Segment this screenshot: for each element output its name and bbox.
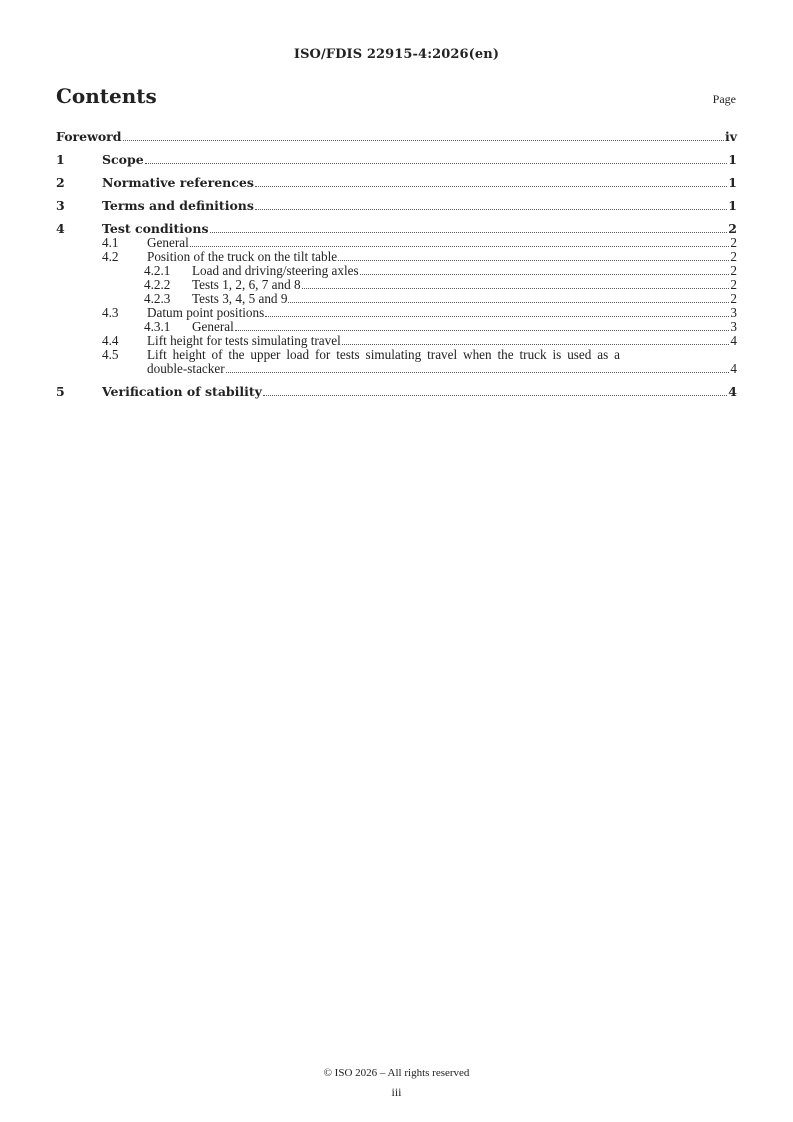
toc-entry-page: 4 <box>728 384 737 399</box>
toc-leader-dots <box>190 246 730 247</box>
toc-leader-dots <box>210 232 728 233</box>
toc-entry-title: Test conditions <box>102 221 209 236</box>
toc-entry-title: Tests 1, 2, 6, 7 and 8 <box>192 277 301 292</box>
toc-entry-title-continued: double-stacker <box>147 361 225 376</box>
toc-entry-scope[interactable] <box>56 153 737 167</box>
toc-entry-title: Normative references <box>102 175 254 190</box>
page-number: iii <box>391 1085 402 1099</box>
toc-entry-4-1[interactable] <box>56 236 737 250</box>
toc-entry-title: General <box>192 319 234 334</box>
toc-entry-page: 2 <box>730 235 737 250</box>
toc-leader-dots <box>123 140 724 141</box>
toc-leader-dots <box>338 260 729 261</box>
toc-leader-dots <box>263 395 727 396</box>
toc-leader-dots <box>360 274 730 275</box>
toc-leader-dots <box>255 209 727 210</box>
toc-leader-dots <box>235 330 730 331</box>
toc-entry-title: Lift height for tests simulating travel <box>147 333 341 348</box>
toc-entry-title: Datum point positions <box>147 305 265 320</box>
toc-entry-page: 4 <box>730 361 737 376</box>
toc-entry-4-5[interactable] <box>56 348 737 376</box>
toc-entry-number: 4.4 <box>102 333 119 348</box>
toc-entry-number: 4.3.1 <box>144 319 171 334</box>
toc-entry-number: 4.2 <box>102 249 119 264</box>
toc-entry-verification-of-stability[interactable] <box>56 385 737 399</box>
toc-entry-page: 1 <box>728 175 737 190</box>
toc-leader-dots <box>255 186 727 187</box>
toc-leader-dots <box>302 288 730 289</box>
toc-entry-title: Position of the truck on the tilt table <box>147 249 338 264</box>
toc-entry-4-3-1[interactable] <box>56 320 737 334</box>
toc-entry-title: Tests 3, 4, 5 and 9 <box>192 291 288 306</box>
toc-entry-number: 4 <box>56 221 65 236</box>
toc-entry-page: iv <box>724 129 737 144</box>
toc-entry-4-4[interactable] <box>56 334 737 348</box>
toc-entry-number: 4.2.1 <box>144 263 171 278</box>
toc-entry-test-conditions[interactable] <box>56 222 737 236</box>
toc-entry-normative-references[interactable] <box>56 176 737 190</box>
toc-entry-page: 3 <box>730 319 737 334</box>
copyright-notice: © ISO 2026 – All rights reserved <box>323 1067 470 1079</box>
toc-entry-number: 4.3 <box>102 305 119 320</box>
toc-entry-number: 3 <box>56 198 65 213</box>
toc-leader-dots <box>288 302 729 303</box>
toc-entry-terms-and-definitions[interactable] <box>56 199 737 213</box>
toc-entry-title: Terms and definitions <box>102 198 254 213</box>
toc-entry-number: 2 <box>56 175 65 190</box>
toc-entry-number: 4.2.2 <box>144 277 171 292</box>
toc-entry-page: 3 <box>730 305 737 320</box>
toc-entry-number: 4.2.3 <box>144 291 171 306</box>
toc-entry-page: 2 <box>730 249 737 264</box>
toc-leader-dots <box>145 163 728 164</box>
table-of-contents <box>56 128 737 399</box>
document-id: ISO/FDIS 22915-4:2026(en) <box>293 47 500 62</box>
toc-entry-title: Verification of stability <box>102 384 262 399</box>
toc-entry-page: 2 <box>730 263 737 278</box>
toc-leader-dots <box>226 372 730 373</box>
toc-entry-page: 2 <box>728 221 737 236</box>
toc-entry-page: 2 <box>730 277 737 292</box>
toc-entry-title: Load and driving/steering axles <box>192 263 359 278</box>
toc-entry-4-2-2[interactable] <box>56 278 737 292</box>
toc-entry-page: 1 <box>728 152 737 167</box>
toc-leader-dots <box>265 316 729 317</box>
toc-entry-page: 1 <box>728 198 737 213</box>
toc-entry-number: 4.5 <box>102 347 119 362</box>
toc-entry-page: 4 <box>730 333 737 348</box>
toc-entry-title: Lift height of the upper load for tests simulating travel when the truck is used as a <box>147 347 621 362</box>
toc-entry-title: General <box>147 235 189 250</box>
page-column-label: Page <box>712 92 736 106</box>
contents-heading: Contents <box>56 84 157 108</box>
toc-entry-4-2-1[interactable] <box>56 264 737 278</box>
toc-leader-dots <box>342 344 730 345</box>
toc-entry-number: 5 <box>56 384 65 399</box>
toc-entry-foreword[interactable] <box>56 130 737 144</box>
toc-entry-number: 1 <box>56 152 65 167</box>
toc-entry-4-2-3[interactable] <box>56 292 737 306</box>
toc-entry-number: 4.1 <box>102 235 119 250</box>
toc-entry-4-3[interactable] <box>56 306 737 320</box>
toc-entry-title: Foreword <box>56 129 122 144</box>
toc-entry-page: 2 <box>730 291 737 306</box>
toc-entry-4-2[interactable] <box>56 250 737 264</box>
toc-entry-title: Scope <box>102 152 144 167</box>
